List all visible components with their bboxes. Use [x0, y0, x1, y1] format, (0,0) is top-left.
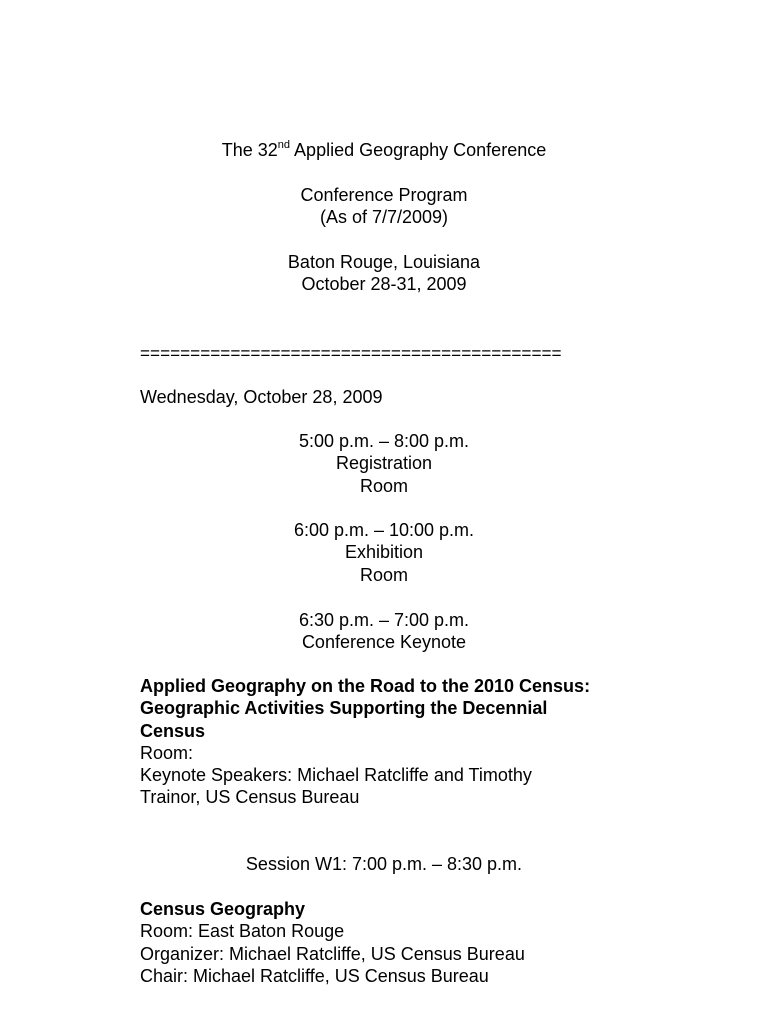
- session-chair: Chair: Michael Ratcliffe, US Census Bureau: [140, 965, 489, 986]
- event-name: Exhibition: [344, 542, 424, 563]
- as-of-date: (As of 7/7/2009): [319, 207, 449, 228]
- session-room: Room: East Baton Rouge: [140, 921, 345, 942]
- program-label: Conference Program: [300, 185, 468, 205]
- location-block: [0, 251, 768, 296]
- event-time: 6:30 p.m. – 7:00 p.m.: [298, 610, 470, 630]
- event-exhibition: [0, 519, 768, 586]
- session-header: Session W1: 7:00 p.m. – 8:30 p.m.: [245, 854, 523, 874]
- event-registration: [0, 430, 768, 497]
- title-suffix: Applied Geography Conference: [290, 140, 547, 160]
- keynote-details: [140, 675, 700, 809]
- title-prefix: The 32: [221, 140, 278, 160]
- session-organizer: Organizer: Michael Ratcliffe, US Census Bureau: [140, 943, 525, 964]
- event-room: Room: [359, 475, 408, 496]
- event-time: 6:00 p.m. – 10:00 p.m.: [293, 520, 475, 540]
- event-keynote: [0, 609, 768, 654]
- session-title: Census Geography: [140, 899, 306, 919]
- program-heading: [0, 184, 768, 229]
- event-name: Registration: [335, 453, 433, 474]
- keynote-speakers-line: Trainor, US Census Bureau: [140, 787, 360, 808]
- conference-dates: October 28-31, 2009: [301, 274, 467, 295]
- title-ordinal-suffix: nd: [277, 139, 291, 151]
- keynote-room: Room:: [140, 742, 194, 763]
- day-heading: Wednesday, October 28, 2009: [140, 387, 383, 407]
- keynote-title-line: Geographic Activities Supporting the Decennial: [140, 698, 548, 719]
- keynote-title-line: Applied Geography on the Road to the 2010 Census:: [140, 676, 591, 696]
- conference-title: [0, 139, 768, 161]
- event-room: Room: [359, 564, 408, 585]
- event-name: Conference Keynote: [301, 632, 467, 653]
- location: Baton Rouge, Louisiana: [287, 252, 481, 272]
- divider-line: ==========================================: [140, 343, 562, 363]
- keynote-title-line: Census: [140, 720, 206, 741]
- keynote-speakers-line: Keynote Speakers: Michael Ratcliffe and Timothy: [140, 765, 532, 786]
- session-details: [140, 898, 700, 987]
- event-time: 5:00 p.m. – 8:00 p.m.: [298, 431, 470, 451]
